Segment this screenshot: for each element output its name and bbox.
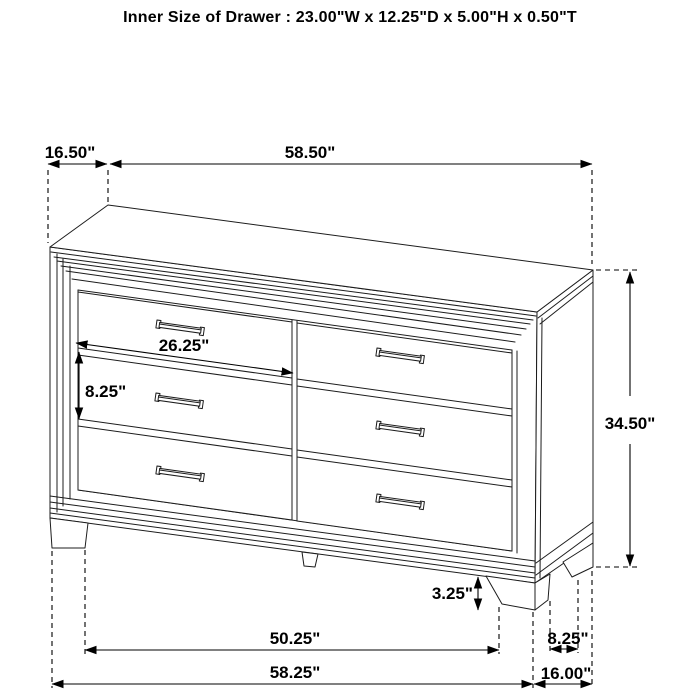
dim-label: 3.25" <box>431 584 473 603</box>
dim-label: 16.50" <box>44 143 96 162</box>
dim-side-legs-gap <box>547 580 588 653</box>
dim-label: 26.25" <box>158 336 210 355</box>
dim-leg-height <box>432 577 478 610</box>
drawing-title: Inner Size of Drawer : 23.00"W x 12.25"D x 5.00"H x 0.50"T <box>123 9 577 26</box>
right-side-face <box>535 270 593 583</box>
dim-overall-height <box>596 270 655 567</box>
dim-label: 16.00" <box>540 664 592 683</box>
dresser-body <box>50 205 593 610</box>
dim-label: 34.50" <box>604 414 656 433</box>
dim-label: 8.25" <box>547 629 589 648</box>
dim-label: 50.25" <box>269 629 321 648</box>
dim-label: 58.25" <box>269 663 321 682</box>
dim-label: 8.25" <box>85 382 127 401</box>
dim-label: 58.50" <box>284 143 336 162</box>
center-front-leg <box>302 552 318 567</box>
front-left-leg <box>50 518 88 548</box>
